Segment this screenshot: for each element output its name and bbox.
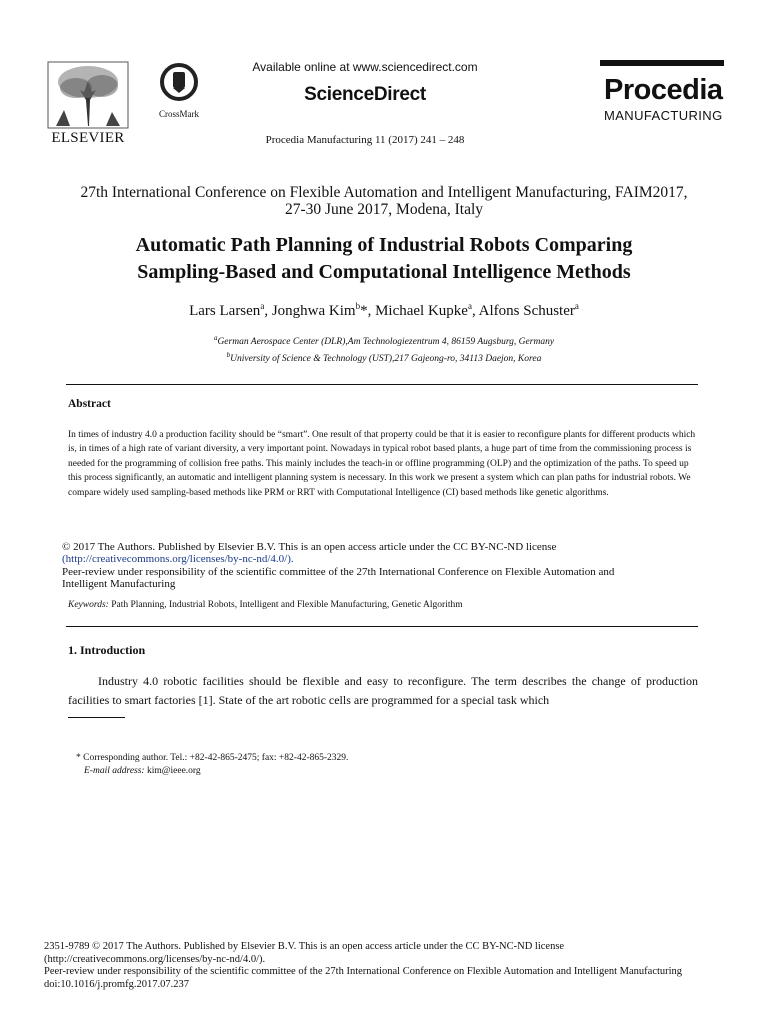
affiliations	[40, 332, 728, 366]
crossmark-label: CrossMark	[159, 109, 199, 119]
affiliation-text: University of Science & Technology (UST),217 Gajeong-ro, 34113 Daejon, Korea	[230, 354, 542, 365]
author-affil-sup: a	[574, 301, 579, 311]
email-address[interactable]: kim@ieee.org	[144, 766, 201, 776]
procedia-subtitle: MANUFACTURING	[604, 108, 723, 123]
copyright-footer	[44, 941, 744, 991]
author-name: Jonghwa Kim	[271, 303, 356, 319]
available-online: Available online at www.sciencedirect.com	[252, 60, 478, 74]
crossmark-badge[interactable]	[155, 62, 203, 119]
affiliation-text: German Aerospace Center (DLR),Am Technologiezentrum 4, 86159 Augsburg, Germany	[217, 337, 555, 348]
keywords	[68, 600, 708, 610]
elsevier-wordmark: ELSEVIER	[51, 130, 125, 146]
title-line-1: Automatic Path Planning of Industrial Robots Comparing	[135, 234, 633, 256]
keywords-text: Path Planning, Industrial Robots, Intelligent and Flexible Manufacturing, Genetic Algorithm	[108, 600, 463, 610]
procedia-bar	[600, 60, 724, 66]
procedia-logo	[600, 60, 724, 144]
section-heading: 1. Introduction	[68, 643, 146, 657]
sciencedirect-logo: ScienceDirect	[304, 84, 426, 105]
author-separator: ,	[471, 303, 479, 319]
crossmark-icon	[159, 62, 199, 102]
footer-link[interactable]: (http://creativecommons.org/licenses/by-nc-nd/4.0/).	[44, 953, 266, 965]
affiliation-a	[40, 332, 728, 349]
intro-paragraph: Industry 4.0 robotic facilities should be flexible and easy to reconfigure. The term describes the change of production facilities to smart factories [1]. State of the art robotic cells are programmed for a special task which	[68, 674, 698, 707]
author-affil-sup: a	[467, 301, 472, 311]
corresponding-mark: *	[360, 303, 368, 319]
license-link[interactable]: (http://creativecommons.org/licenses/by-nc-nd/4.0/).	[62, 553, 294, 566]
abstract-text: In times of industry 4.0 a production facility should be “smart”. One result of that property could be that it is easier to reconfigure plants for different products which is, in times of a high rate of variant diversity, a very important point. Nowadays in typical robot based plants, a huge part of time from the commissioning process is needed for the programming of collision free paths. This mainly includes the teach-in or offline programming (OLP) and the optimization of the paths. To speed up this process significantly, an automatic and intelligent planning system is necessary. In this work we present a system which can plan paths for industrial robots. We compare widely used sampling-based methods like PRM or RRT with Computational Intelligence (CI) based methods like genetic algorithms.	[68, 430, 696, 498]
author-separator: ,	[367, 303, 376, 319]
title-line-2: Sampling-Based and Computational Intelligence Methods	[137, 261, 631, 283]
divider-top	[66, 384, 698, 385]
affiliation-sup: a	[213, 334, 218, 342]
elsevier-tree-icon	[46, 60, 130, 132]
paper-title	[40, 232, 728, 286]
corresponding-author: * Corresponding author. Tel.: +82-42-865-2475; fax: +82-42-865-2329.	[76, 753, 349, 763]
doi-line[interactable]: doi:10.1016/j.promfg.2017.07.237	[44, 978, 189, 990]
affiliation-sup: b	[226, 351, 231, 360]
author-separator: ,	[264, 303, 272, 319]
author-affil-sup: a	[260, 301, 265, 311]
journal-reference: Procedia Manufacturing 11 (2017) 241 – 248	[265, 134, 465, 146]
conference-line-2: 27-30 June 2017, Modena, Italy	[284, 201, 484, 218]
keywords-label: Keywords:	[68, 600, 109, 610]
license-line: © 2017 The Authors. Published by Elsevier B.V. This is an open access article under the CC BY-NC-ND license	[62, 541, 557, 553]
procedia-title: Procedia	[604, 74, 723, 106]
abstract-heading: Abstract	[68, 398, 111, 410]
divider-bottom	[66, 626, 698, 627]
license-block	[62, 541, 702, 591]
author-affil-sup: b	[355, 301, 361, 311]
issn-line: 2351-9789 © 2017 The Authors. Published by Elsevier B.V. This is an open access article under the CC BY-NC-ND license	[44, 941, 565, 952]
license-line: Intelligent Manufacturing	[62, 578, 176, 591]
footnote	[76, 752, 676, 778]
license-line: Peer-review under responsibility of the scientific committee of the 27th International Conference on Flexible Automation and	[62, 565, 615, 578]
author-name: Lars Larsen	[189, 303, 261, 319]
conference-info	[40, 184, 728, 218]
footer-line: Peer-review under responsibility of the scientific committee of the 27th International Conference on Flexible Automation and Intelligent Manufacturing	[44, 966, 683, 977]
author-list	[40, 301, 728, 320]
author-name: Alfons Schuster	[478, 303, 575, 319]
footnote-rule	[68, 717, 125, 718]
email-line	[76, 765, 676, 778]
conference-line-1: 27th International Conference on Flexible Automation and Intelligent Manufacturing, FAIM2017,	[80, 184, 688, 201]
affiliation-b	[40, 349, 728, 366]
email-label: E-mail address:	[84, 766, 145, 776]
author-name: Michael Kupke	[375, 303, 468, 319]
